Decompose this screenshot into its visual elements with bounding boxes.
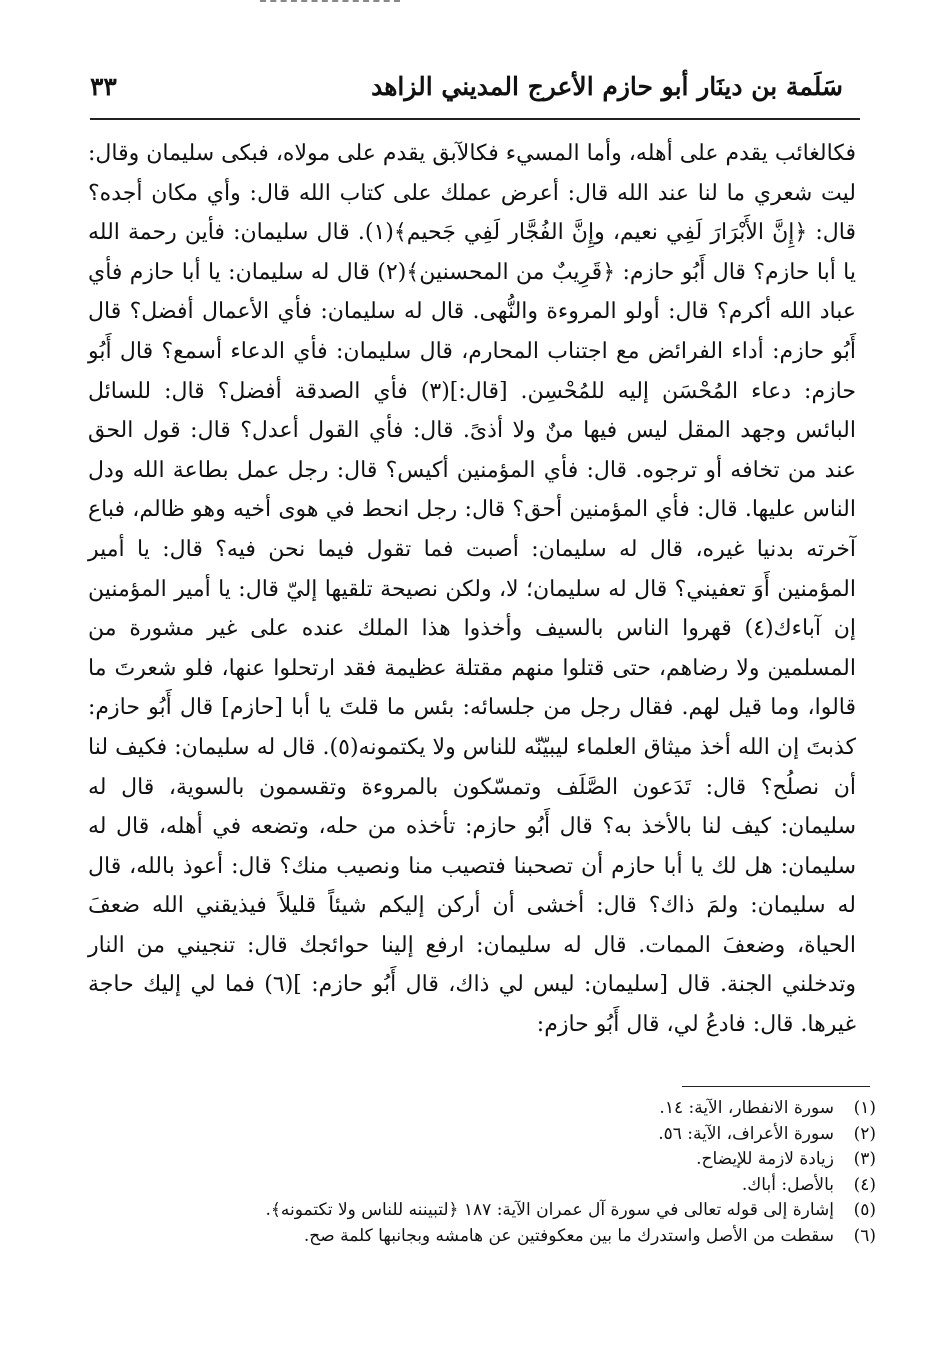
scan-edge-marks <box>260 0 400 8</box>
footnote-item <box>90 1224 876 1250</box>
footnote-text: إشارة إلى قوله تعالى في سورة آل عمران الآية: ١٨٧ ﴿لتبيننه للناس ولا تكتمونه﴾. <box>265 1200 834 1220</box>
footnote-number: (٤) <box>853 1174 876 1195</box>
footnote-text: بالأصل: أباك. <box>741 1174 834 1195</box>
page-header <box>90 72 843 118</box>
header-divider <box>90 118 860 120</box>
footnote-number: (٥) <box>853 1200 876 1220</box>
footnote-number: (٣) <box>853 1149 876 1169</box>
footnote-item <box>90 1198 876 1224</box>
running-title: سَلَمة بن دينَار أبو حازم الأعرج المديني الزاهد <box>371 72 843 101</box>
footnote-item <box>90 1122 876 1148</box>
page-number: ٣٣ <box>90 72 117 101</box>
footnote-divider <box>682 1086 870 1087</box>
footnote-item <box>90 1096 876 1122</box>
main-text <box>88 134 856 1045</box>
footnote-number: (٦) <box>853 1225 876 1246</box>
footnotes <box>90 1096 876 1249</box>
footnote-text: سورة الانفطار، الآية: ١٤. <box>659 1098 834 1118</box>
footnote-item <box>90 1173 876 1199</box>
footnote-text: سورة الأعراف، الآية: ٥٦. <box>658 1123 834 1144</box>
footnote-number: (٢) <box>853 1123 876 1144</box>
body-paragraph: فكالغائب يقدم على أهله، وأما المسيء فكالآبق يقدم على مولاه، فبكى سليمان وقال: ليت شعري ما لنا عند الله قال: أعرض عملك على كتاب الله قال: وأي مكان أجده؟ قال: ﴿إِنَّ الأَبْرَارَ لَفِي نعيم، وإِنَّ الفُجَّار لَفِي جَحيم﴾(١). قال سليمان: فأين رحمة الله يا أبا حازم؟ قال أَبُو حازم: ﴿قَرِيبٌ من المحسنين﴾(٢) قال له سليمان: يا أبا حازم فأي عباد الله أكرم؟ قال: أولو المروءة والنُّهى. قال له سليمان: فأي الأعمال أفضل؟ قال أَبُو حازم: أداء الفرائض مع اجتناب المحارم، قال سليمان: فأي الدعاء أسمع؟ قال أَبُو حازم: دعاء المُحْسَن إليه للمُحْسِن. [قال:](٣) فأي الصدقة أفضل؟ قال: للسائل البائس وجهد المقل ليس فيها منٌ ولا أذىً. قال: فأي القول أعدل؟ قال: قول الحق عند من تخافه أو ترجوه. قال: فأي المؤمنين أكيس؟ قال: رجل عمل بطاعة الله ودل الناس عليها. قال: فأي المؤمنين أحق؟ قال: رجل انحط في هوى أخيه وهو ظالم، فباع آخرته بدنيا غيره، قال له سليمان: أصبت فما تقول فيما نحن فيه؟ قال: يا أمير المؤمنين أَوَ تعفيني؟ قال له سليمان؛ لا، ولكن نصيحة تلقيها إليّ قال: يا أمير المؤمنين إن آباءك(٤) قهروا الناس بالسيف وأخذوا هذا الملك عنده على غير مشورة من المسلمين ولا رضاهم، حتى قتلوا منهم مقتلة عظيمة فقد ارتحلوا عنها، فلو شعرتَ ما قالوا، وما قيل لهم. فقال رجل من جلسائه: بئس ما قلتَ يا أبا [حازم] قال أَبُو حازم: كذبتَ إن الله أخذ ميثاق العلماء ليبيّنّه للناس ولا يكتمونه(٥). قال له سليمان: فكيف لنا أن نصلُح؟ قال: تَدَعون الصَّلَف وتمسّكون بالمروءة وتقسمون بالسوية، قال له سليمان: كيف لنا بالأخذ به؟ قال أَبُو حازم: تأخذه من حله، وتضعه في أهله، قال له سليمان: هل لك يا أبا حازم أن تصحبنا فتصيب منا ونصيب منك؟ قال: أعوذ بالله، قال له سليمان: ولمَ ذاك؟ قال: أخشى أن أركن إليكم شيئاً قليلاً فيذيقني الله ضعفَ الحياة، وضعفَ الممات. قال له سليمان: ارفع إلينا حوائجك قال: تنجيني من النار وتدخلني الجنة. قال [سليمان: ليس لي ذاك، قال أَبُو حازم: ](٦) فما لي إليك حاجة غيرها. قال: فادعُ لي، قال أَبُو حازم: <box>88 141 857 1038</box>
footnote-text: سقطت من الأصل واستدرك ما بين معكوفتين عن هامشه وبجانبها كلمة صح. <box>303 1225 834 1246</box>
footnote-number: (١) <box>853 1098 876 1118</box>
footnote-item <box>90 1147 876 1173</box>
footnote-text: زيادة لازمة للإيضاح. <box>696 1149 834 1169</box>
